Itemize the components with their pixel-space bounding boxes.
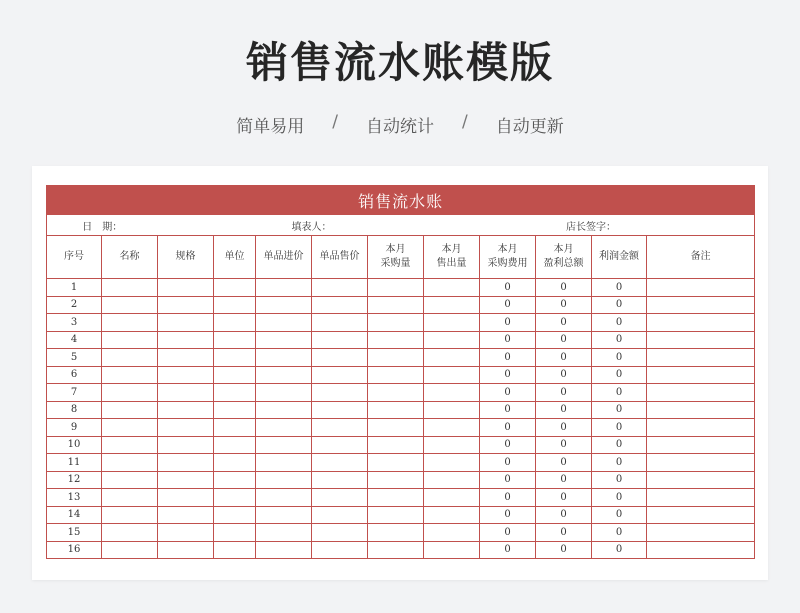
table-cell[interactable] [214, 524, 256, 542]
table-cell[interactable] [368, 349, 424, 367]
table-cell[interactable] [368, 279, 424, 297]
column-header-text: 利润金额 [599, 251, 639, 262]
column-header-text: 序号 [64, 251, 84, 262]
table-cell[interactable] [424, 541, 480, 559]
table-cell[interactable]: 0 [536, 541, 592, 559]
page-title: 销售流水账模版 [245, 38, 554, 87]
table-cell[interactable] [102, 506, 158, 524]
table-cell[interactable] [368, 506, 424, 524]
table-cell[interactable] [647, 331, 755, 349]
column-header[interactable] [368, 236, 424, 279]
table-cell[interactable]: 0 [592, 506, 647, 524]
table-row [47, 401, 755, 419]
tagline-separator: / [332, 112, 338, 132]
table-cell[interactable] [312, 471, 368, 489]
table-cell[interactable] [424, 524, 480, 542]
table-cell[interactable] [312, 454, 368, 472]
table-row [47, 279, 755, 297]
table-cell[interactable] [312, 524, 368, 542]
table-cell[interactable]: 0 [592, 489, 647, 507]
column-header[interactable] [647, 236, 755, 279]
table-cell[interactable]: 0 [592, 419, 647, 437]
table-row [47, 506, 755, 524]
filler-label[interactable]: 填表人： [256, 215, 368, 236]
tagline-separator: / [462, 112, 468, 132]
table-cell[interactable]: 0 [592, 471, 647, 489]
table-cell[interactable] [368, 524, 424, 542]
column-header-text: 本月 [441, 244, 462, 255]
table-cell[interactable]: 0 [536, 524, 592, 542]
column-header-text: 采购量 [380, 258, 411, 269]
table-row [47, 471, 755, 489]
table-cell[interactable] [647, 436, 755, 454]
table-cell[interactable] [214, 419, 256, 437]
table-row [47, 296, 755, 314]
table-cell[interactable] [158, 279, 214, 297]
table-row [47, 489, 755, 507]
column-header-text: 名称 [119, 251, 140, 262]
column-header[interactable] [214, 236, 256, 279]
table-cell[interactable]: 16 [47, 541, 102, 559]
column-header[interactable] [102, 236, 158, 279]
table-cell[interactable]: 0 [480, 541, 536, 559]
table-cell[interactable] [424, 436, 480, 454]
table-cell[interactable]: 0 [480, 506, 536, 524]
column-header-text: 单位 [224, 251, 245, 262]
table-cell[interactable]: 12 [47, 471, 102, 489]
manager-signature-label[interactable]: 店长签字： [536, 215, 647, 236]
table-cell[interactable]: 1 [47, 279, 102, 297]
tagline-item-2: 自动统计 [366, 117, 434, 137]
table-cell[interactable] [256, 384, 312, 402]
table-cell[interactable] [158, 401, 214, 419]
table-cell[interactable] [368, 314, 424, 332]
table-cell[interactable] [312, 436, 368, 454]
table-cell[interactable]: 0 [480, 279, 536, 297]
table-cell[interactable]: 0 [480, 296, 536, 314]
table-cell[interactable] [214, 349, 256, 367]
table-cell[interactable]: 0 [480, 454, 536, 472]
table-cell[interactable]: 0 [480, 524, 536, 542]
table-cell[interactable] [368, 384, 424, 402]
table-cell[interactable] [102, 541, 158, 559]
table-row [47, 436, 755, 454]
table-cell[interactable]: 0 [592, 401, 647, 419]
table-cell[interactable] [647, 279, 755, 297]
table-cell[interactable] [102, 454, 158, 472]
table-cell[interactable]: 0 [480, 471, 536, 489]
table-cell[interactable]: 3 [47, 314, 102, 332]
column-header-text: 采购费用 [487, 258, 528, 269]
table-cell[interactable] [424, 349, 480, 367]
table-cell[interactable] [256, 489, 312, 507]
table-cell[interactable]: 0 [592, 331, 647, 349]
column-header[interactable] [536, 236, 592, 279]
info-row [47, 215, 755, 236]
table-cell[interactable] [102, 489, 158, 507]
table-cell[interactable] [647, 541, 755, 559]
table-cell[interactable] [158, 524, 214, 542]
sheet-title-row [47, 186, 755, 215]
table-cell[interactable] [312, 419, 368, 437]
column-header-text: 本月 [553, 244, 574, 255]
table-cell[interactable]: 0 [480, 489, 536, 507]
date-label[interactable]: 日 期： [47, 215, 158, 236]
table-cell[interactable] [312, 401, 368, 419]
table-cell[interactable] [256, 541, 312, 559]
table-cell[interactable] [102, 279, 158, 297]
table-cell[interactable] [256, 401, 312, 419]
table-cell[interactable]: 0 [536, 314, 592, 332]
table-cell[interactable] [368, 436, 424, 454]
table-row [47, 454, 755, 472]
table-cell[interactable] [368, 471, 424, 489]
table-cell[interactable]: 11 [47, 454, 102, 472]
table-cell[interactable]: 0 [592, 384, 647, 402]
table-cell[interactable]: 6 [47, 366, 102, 384]
table-cell[interactable] [647, 524, 755, 542]
table-row [47, 384, 755, 402]
table-cell[interactable] [214, 331, 256, 349]
table-cell[interactable] [647, 454, 755, 472]
table-cell[interactable] [214, 436, 256, 454]
table-cell[interactable]: 14 [47, 506, 102, 524]
table-cell[interactable]: 2 [47, 296, 102, 314]
table-cell[interactable] [214, 471, 256, 489]
table-cell[interactable] [312, 279, 368, 297]
table-cell[interactable]: 0 [536, 366, 592, 384]
table-cell[interactable] [256, 279, 312, 297]
table-cell[interactable]: 7 [47, 384, 102, 402]
table-cell[interactable] [368, 296, 424, 314]
table-cell[interactable] [647, 296, 755, 314]
table-cell[interactable] [158, 314, 214, 332]
table-cell[interactable]: 0 [480, 401, 536, 419]
column-header[interactable] [592, 236, 647, 279]
table-cell[interactable] [647, 366, 755, 384]
table-row [47, 419, 755, 437]
table-cell[interactable] [102, 471, 158, 489]
table-cell[interactable]: 0 [536, 384, 592, 402]
table-row [47, 366, 755, 384]
sheet-title: 销售流水账 [47, 186, 755, 215]
table-cell[interactable] [102, 436, 158, 454]
column-header-text: 本月 [497, 244, 518, 255]
table-cell[interactable] [647, 419, 755, 437]
table-cell[interactable]: 0 [480, 331, 536, 349]
tagline-item-1: 简单易用 [236, 117, 305, 137]
table-cell[interactable] [102, 331, 158, 349]
table-cell[interactable]: 0 [592, 279, 647, 297]
table-cell[interactable] [256, 296, 312, 314]
table-cell[interactable] [312, 296, 368, 314]
table-cell[interactable]: 0 [480, 349, 536, 367]
header-row [47, 236, 755, 279]
column-header-text: 备注 [690, 251, 711, 262]
table-cell[interactable] [256, 331, 312, 349]
table-cell[interactable] [312, 384, 368, 402]
tagline [0, 112, 800, 137]
column-header-text: 单品进价 [263, 251, 304, 262]
table-cell[interactable]: 0 [536, 471, 592, 489]
table-cell[interactable] [424, 506, 480, 524]
table-cell[interactable] [424, 331, 480, 349]
column-header[interactable] [158, 236, 214, 279]
table-cell[interactable] [102, 384, 158, 402]
table-cell[interactable]: 0 [536, 401, 592, 419]
table-cell[interactable]: 0 [480, 419, 536, 437]
table-cell[interactable] [158, 419, 214, 437]
column-header[interactable] [256, 236, 312, 279]
table-cell[interactable] [647, 349, 755, 367]
table-cell[interactable] [214, 506, 256, 524]
table-cell[interactable] [214, 384, 256, 402]
table-cell[interactable] [424, 454, 480, 472]
table-cell[interactable] [368, 401, 424, 419]
table-cell[interactable] [256, 349, 312, 367]
table-cell[interactable] [647, 506, 755, 524]
spreadsheet-card [32, 166, 768, 580]
table-cell[interactable] [214, 454, 256, 472]
table-cell[interactable] [158, 331, 214, 349]
column-header-text: 单品售价 [319, 251, 360, 262]
table-cell[interactable] [102, 366, 158, 384]
table-cell[interactable]: 4 [47, 331, 102, 349]
table-cell[interactable]: 0 [480, 314, 536, 332]
table-cell[interactable] [424, 296, 480, 314]
table-cell[interactable] [256, 524, 312, 542]
table-cell[interactable]: 0 [592, 314, 647, 332]
table-cell[interactable] [158, 541, 214, 559]
table-cell[interactable] [102, 314, 158, 332]
table-cell[interactable] [647, 401, 755, 419]
table-cell[interactable]: 0 [592, 349, 647, 367]
table-cell[interactable]: 0 [592, 524, 647, 542]
table-row [47, 524, 755, 542]
table-cell[interactable]: 0 [536, 419, 592, 437]
table-cell[interactable] [256, 366, 312, 384]
tagline-item-3: 自动更新 [495, 117, 564, 137]
table-cell[interactable]: 0 [592, 436, 647, 454]
table-cell[interactable] [424, 384, 480, 402]
table-cell[interactable]: 13 [47, 489, 102, 507]
table-cell[interactable] [424, 471, 480, 489]
table-cell[interactable] [424, 314, 480, 332]
table-cell[interactable] [368, 541, 424, 559]
table-row [47, 541, 755, 559]
table-cell[interactable]: 10 [47, 436, 102, 454]
table-cell[interactable] [424, 401, 480, 419]
table-cell[interactable] [214, 489, 256, 507]
table-cell[interactable] [214, 314, 256, 332]
table-cell[interactable] [424, 279, 480, 297]
table-cell[interactable] [256, 419, 312, 437]
table-cell[interactable] [647, 314, 755, 332]
table-cell[interactable] [214, 279, 256, 297]
table-cell[interactable] [214, 296, 256, 314]
column-header-text: 售出量 [436, 258, 467, 269]
table-cell[interactable] [647, 489, 755, 507]
table-cell[interactable]: 5 [47, 349, 102, 367]
table-cell[interactable]: 0 [592, 366, 647, 384]
table-cell[interactable]: 0 [592, 296, 647, 314]
table-cell[interactable]: 0 [536, 436, 592, 454]
table-cell[interactable] [102, 524, 158, 542]
table-cell[interactable] [158, 506, 214, 524]
table-row [47, 331, 755, 349]
table-cell[interactable]: 0 [536, 454, 592, 472]
table-cell[interactable] [158, 489, 214, 507]
table-cell[interactable] [312, 489, 368, 507]
table-cell[interactable]: 0 [536, 349, 592, 367]
table-row [47, 314, 755, 332]
table-cell[interactable] [256, 454, 312, 472]
column-header[interactable] [47, 236, 102, 279]
table-cell[interactable] [158, 296, 214, 314]
table-cell[interactable]: 15 [47, 524, 102, 542]
table-cell[interactable] [424, 419, 480, 437]
table-cell[interactable] [214, 541, 256, 559]
table-cell[interactable] [312, 506, 368, 524]
table-cell[interactable] [102, 349, 158, 367]
table-cell[interactable] [256, 436, 312, 454]
table-cell[interactable] [647, 471, 755, 489]
table-cell[interactable] [312, 366, 368, 384]
table-cell[interactable] [368, 331, 424, 349]
table-cell[interactable] [368, 366, 424, 384]
table-cell[interactable] [158, 436, 214, 454]
table-cell[interactable] [158, 366, 214, 384]
table-cell[interactable] [102, 401, 158, 419]
table-cell[interactable] [256, 314, 312, 332]
table-cell[interactable]: 0 [536, 279, 592, 297]
column-header[interactable] [312, 236, 368, 279]
table-cell[interactable]: 0 [480, 384, 536, 402]
table-cell[interactable] [256, 471, 312, 489]
table-cell[interactable] [158, 384, 214, 402]
table-cell[interactable]: 0 [536, 331, 592, 349]
table-cell[interactable] [312, 314, 368, 332]
table-cell[interactable]: 0 [480, 436, 536, 454]
table-cell[interactable] [424, 489, 480, 507]
ledger-table [46, 185, 755, 559]
table-cell[interactable] [102, 419, 158, 437]
column-header-text: 规格 [175, 251, 196, 262]
column-header[interactable] [424, 236, 480, 279]
table-cell[interactable] [424, 366, 480, 384]
table-cell[interactable]: 0 [536, 489, 592, 507]
table-cell[interactable] [368, 454, 424, 472]
table-cell[interactable] [368, 419, 424, 437]
column-header[interactable] [480, 236, 536, 279]
column-header-text: 本月 [385, 244, 406, 255]
table-cell[interactable] [214, 401, 256, 419]
table-cell[interactable] [158, 454, 214, 472]
table-cell[interactable]: 0 [536, 296, 592, 314]
table-cell[interactable] [158, 471, 214, 489]
table-cell[interactable]: 0 [536, 506, 592, 524]
table-row [47, 349, 755, 367]
table-cell[interactable] [214, 366, 256, 384]
table-cell[interactable]: 0 [592, 454, 647, 472]
table-cell[interactable]: 8 [47, 401, 102, 419]
table-cell[interactable] [312, 349, 368, 367]
table-cell[interactable]: 0 [592, 541, 647, 559]
table-cell[interactable]: 9 [47, 419, 102, 437]
table-cell[interactable] [102, 296, 158, 314]
table-cell[interactable] [368, 489, 424, 507]
table-cell[interactable] [158, 349, 214, 367]
column-header-text: 盈利总额 [543, 258, 584, 269]
table-cell[interactable] [647, 384, 755, 402]
table-cell[interactable]: 0 [480, 366, 536, 384]
table-cell[interactable] [312, 331, 368, 349]
table-cell[interactable] [312, 541, 368, 559]
table-cell[interactable] [256, 506, 312, 524]
